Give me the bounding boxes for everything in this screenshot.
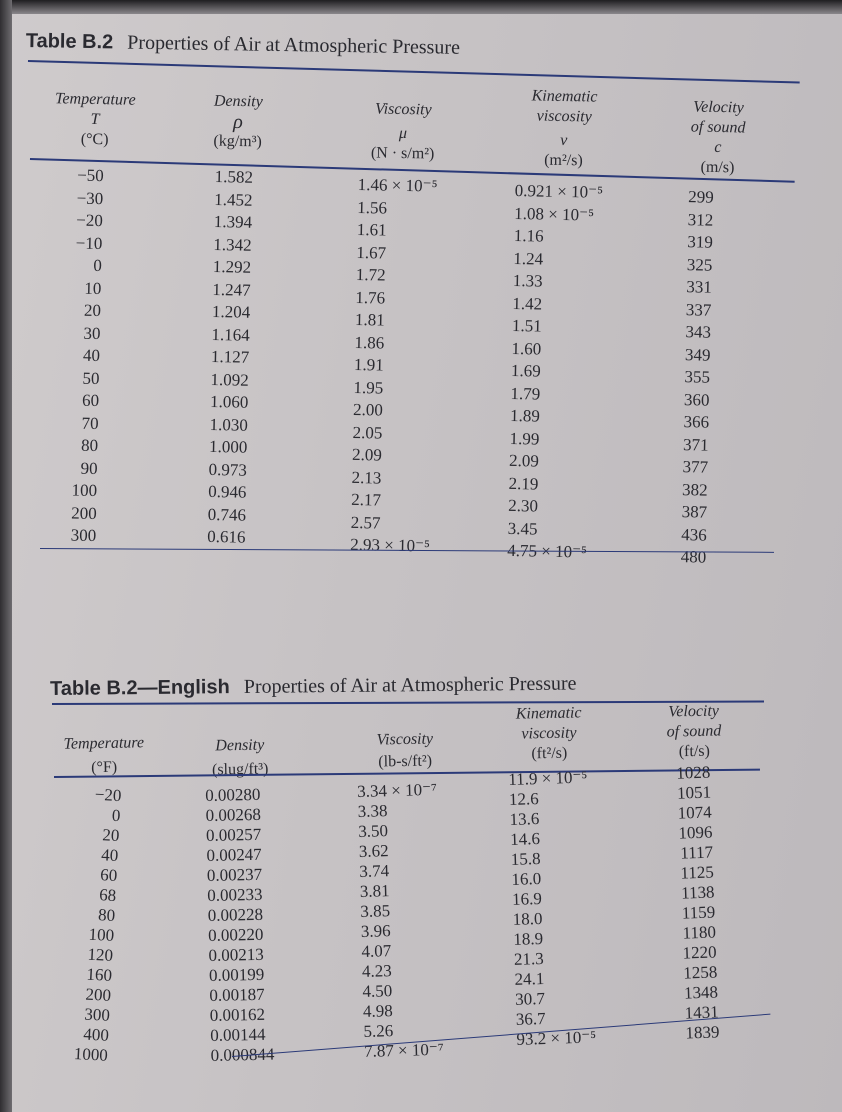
table2-cell-temperature: 200 [85,984,112,1005]
table1-cell-density: 1.247 [212,279,251,300]
table2-cell-temperature: 20 [101,825,120,846]
table1-cell-kinematic-viscosity: 1.99 [509,428,540,449]
table1-cell-viscosity: 1.67 [356,242,387,263]
table1-cell-density: 1.292 [212,256,252,277]
table1-cell-viscosity: 1.76 [355,287,386,308]
table2-cell-temperature: 1000 [73,1044,109,1065]
table2-cell-kinematic-viscosity: 30.7 [514,988,546,1009]
table1-cell-temperature: 70 [81,413,99,433]
table2-cell-kinematic-viscosity: 18.0 [512,908,543,929]
table2-cell-velocity-of-sound: 1138 [680,882,715,903]
table1-cell-viscosity: 2.17 [350,489,382,510]
table2-cell-density: 0.00187 [209,984,265,1005]
table1-cell-temperature: 90 [80,458,98,478]
table1-label: Table B.2 [25,30,114,54]
table2-cell-temperature: 400 [82,1024,110,1045]
table1-cell-density: 1.164 [211,324,250,345]
table1-cell-velocity-of-sound: 480 [680,547,707,567]
table1-cell-temperature: 30 [83,323,101,343]
table2-cell-velocity-of-sound: 1096 [678,822,713,843]
table2-cell-viscosity: 4.50 [362,981,393,1001]
table1-title-text: Properties of Air at Atmospheric Pressure [127,31,461,59]
table1-cell-viscosity: 1.86 [354,332,385,353]
table1-cell-temperature: −30 [76,188,104,208]
table1-cell-viscosity: 2.57 [350,512,381,533]
table2-cell-kinematic-viscosity: 14.6 [509,829,541,849]
table2-cell-temperature: 68 [98,885,117,906]
table2-cell-density: 0.000844 [210,1044,275,1065]
table2-cell-density: 0.00237 [206,864,263,885]
table2-cell-density: 0.00162 [209,1004,266,1025]
table2-cell-density: 0.00268 [205,804,262,825]
table1-cell-density: 1.342 [213,234,252,255]
table2-header-kinematic: Kinematic viscosity (ft²/s) [515,704,582,763]
table2-cell-density: 0.00247 [206,844,262,865]
table2-cell-viscosity: 3.85 [360,901,391,921]
table1-cell-velocity-of-sound: 319 [687,232,714,252]
table1-cell-density: 1.394 [213,211,253,232]
table1-cell-velocity-of-sound: 355 [684,367,711,387]
table2-cell-viscosity: 4.07 [361,941,392,961]
table1-cell-density: 1.092 [210,369,249,390]
table1-cell-velocity-of-sound: 382 [681,479,708,500]
table1-cell-density: 0.973 [208,459,248,480]
table1-cell-kinematic-viscosity: 1.51 [511,315,542,336]
table2-cell-temperature: 100 [88,924,115,945]
table1-cell-kinematic-viscosity: 2.09 [508,450,540,471]
table1-cell-viscosity: 1.95 [353,377,384,398]
page-left-edge [0,0,12,1112]
table1-cell-kinematic-viscosity: 0.921 × 10⁻⁵ [514,180,604,202]
table1-cell-temperature: −20 [76,210,104,231]
table1-top-rule [28,60,800,84]
table2-cell-velocity-of-sound: 1431 [684,1002,720,1023]
table2-cell-temperature: 40 [100,845,119,866]
table1-cell-viscosity: 1.61 [356,219,387,240]
table2-cell-kinematic-viscosity: 24.1 [514,968,545,989]
table2-cell-kinematic-viscosity: 11.9 × 10⁻⁵ [508,767,588,789]
table1-title [26,30,460,60]
table1-cell-kinematic-viscosity: 3.45 [507,518,538,539]
table1-cell-kinematic-viscosity: 1.79 [510,383,541,404]
table2-cell-viscosity: 3.74 [359,861,390,881]
table2-cell-kinematic-viscosity: 12.6 [508,789,539,809]
table1-cell-kinematic-viscosity: 1.89 [509,405,541,426]
table1-cell-viscosity: 2.13 [351,467,382,488]
table1-cell-kinematic-viscosity: 1.24 [513,248,544,269]
table2-cell-viscosity: 3.96 [360,921,391,941]
table1-cell-viscosity: 1.56 [357,197,388,218]
table2-cell-kinematic-viscosity: 93.2 × 10⁻⁵ [516,1027,597,1049]
table1-cell-density: 0.616 [207,526,246,547]
table2-column-temperature [65,784,122,1066]
table1-cell-kinematic-viscosity: 2.19 [508,473,539,494]
table2-cell-temperature: 160 [86,964,113,985]
table2-cell-temperature: −20 [94,784,122,806]
table2-cell-viscosity: 5.26 [363,1021,394,1041]
table1-column-temperature [42,164,104,548]
table2-cell-viscosity: 4.98 [362,1001,393,1021]
table1-cell-velocity-of-sound: 299 [688,187,714,207]
table1-cell-velocity-of-sound: 366 [683,412,710,432]
table1-cell-density: 0.946 [207,481,247,502]
table1-cell-velocity-of-sound: 387 [681,502,708,522]
table2-cell-velocity-of-sound: 1180 [682,922,717,943]
table2-cell-kinematic-viscosity: 36.7 [515,1008,546,1029]
table2-column-kinematic-viscosity [508,767,627,1050]
table1-cell-velocity-of-sound: 312 [687,209,714,230]
table2-header-temperature: Temperature (°F) [63,734,145,777]
table1-column-viscosity [350,174,478,559]
table2-cell-kinematic-viscosity: 18.9 [513,928,544,949]
table2-cell-density: 0.00144 [210,1024,266,1045]
table1-cell-kinematic-viscosity: 1.16 [513,225,544,246]
table2-cell-kinematic-viscosity: 15.8 [510,849,541,869]
table1-cell-kinematic-viscosity: 4.75 × 10⁻⁵ [507,540,588,562]
table1-header-sound: Velocity of sound c (m/s) [690,98,746,177]
table2-cell-velocity-of-sound: 1051 [676,782,712,803]
table2-cell-kinematic-viscosity: 21.3 [513,948,544,969]
table1-cell-kinematic-viscosity: 1.33 [512,270,543,291]
table2-cell-temperature: 60 [99,865,118,886]
table2-column-density [205,784,301,1066]
table1-header-temperature: Temperature T (°C) [54,90,136,149]
table1-cell-kinematic-viscosity: 2.30 [507,495,539,516]
table1-cell-kinematic-viscosity: 1.69 [510,360,541,381]
table2-cell-viscosity: 3.38 [357,801,388,821]
table2-cell-temperature: 300 [83,1004,111,1025]
table2-cell-velocity-of-sound: 1074 [677,802,713,823]
table1-cell-density: 1.030 [209,414,249,435]
table1-cell-temperature: 100 [71,480,98,501]
table2-title-text: Properties of Air at Atmospheric Pressure [243,672,577,698]
table2-header-sound: Velocity of sound (ft/s) [666,702,722,761]
table1-cell-temperature: −10 [75,233,103,253]
table2-column-viscosity [357,779,474,1062]
table2-cell-velocity-of-sound: 1028 [675,762,711,783]
table1-cell-temperature: 60 [81,390,100,411]
table1-column-kinematic-viscosity [507,180,635,565]
table2-label: Table B.2—English [50,676,230,700]
table2-cell-density: 0.00228 [207,904,264,925]
table2-cell-temperature: 0 [111,805,121,826]
table2-cell-temperature: 120 [87,944,114,965]
table1-header-density: Density ρ (kg/m³) [213,92,263,151]
table2-header-viscosity: Viscosity (lb-s/ft²) [376,730,434,771]
table1-cell-density: 0.746 [207,504,247,525]
table1-cell-temperature: 20 [83,300,102,321]
page-top-edge [0,0,842,14]
table1-cell-density: 1.204 [211,301,251,322]
table2-cell-velocity-of-sound: 1117 [680,842,714,863]
table2-cell-kinematic-viscosity: 16.9 [511,889,543,909]
table1-cell-density: 1.060 [209,391,249,412]
table1-cell-temperature: 300 [70,525,97,546]
table1-cell-temperature: 200 [71,503,97,523]
table1-column-density [207,166,295,550]
table2-cell-density: 0.00257 [205,824,262,845]
table1-cell-velocity-of-sound: 331 [686,277,713,297]
table1-cell-temperature: 80 [80,435,99,456]
table1-column-velocity-of-sound [672,186,714,569]
table1-cell-temperature: −50 [76,165,104,186]
table2-cell-viscosity: 4.23 [361,961,392,981]
table1-cell-velocity-of-sound: 343 [685,322,712,342]
table1-cell-kinematic-viscosity: 1.08 × 10⁻⁵ [514,203,595,225]
table2-cell-density: 0.00233 [207,884,263,905]
table1-cell-viscosity: 1.72 [355,264,386,285]
table1-cell-viscosity: 1.81 [354,309,385,330]
table1-cell-viscosity: 1.91 [353,354,384,375]
table2-cell-viscosity: 3.62 [358,841,389,861]
table1-cell-kinematic-viscosity: 1.42 [512,293,543,314]
table1-cell-viscosity: 2.05 [352,422,383,443]
table1-cell-viscosity: 2.00 [352,399,384,420]
table2-cell-density: 0.00280 [205,784,261,805]
table2-cell-viscosity: 3.50 [358,821,389,841]
table1-cell-velocity-of-sound: 436 [681,524,707,545]
table2-cell-viscosity: 7.87 × 10⁻⁷ [363,1039,445,1061]
table2-cell-density: 0.00199 [208,964,265,985]
table2-cell-kinematic-viscosity: 16.0 [511,869,542,889]
table2-cell-viscosity: 3.34 × 10⁻⁷ [357,779,438,801]
table2-cell-viscosity: 3.81 [359,881,390,901]
table1-cell-temperature: 50 [82,368,100,388]
table2-header-density: Density (slug/ft³) [211,736,269,779]
table2-cell-kinematic-viscosity: 13.6 [509,809,540,829]
table1-cell-velocity-of-sound: 325 [686,254,713,275]
table1-cell-density: 1.582 [214,166,254,187]
table1-cell-density: 1.452 [214,189,253,210]
table1-cell-temperature: 0 [93,255,103,276]
table1-cell-velocity-of-sound: 377 [682,457,709,477]
table2-cell-velocity-of-sound: 1348 [683,982,719,1003]
table2-cell-density: 0.00220 [207,924,264,945]
table1-header-kinematic: Kinematic viscosity ν (m²/s) [531,87,598,170]
table2-cell-velocity-of-sound: 1125 [680,862,715,883]
table1-header-viscosity: Viscosity μ (N · s/m²) [370,100,435,163]
table2-title [50,672,577,701]
table1-cell-temperature: 40 [82,345,101,366]
table1-cell-kinematic-viscosity: 1.60 [511,338,542,359]
table1-cell-viscosity: 2.93 × 10⁻⁵ [350,534,431,556]
table1-cell-viscosity: 2.09 [351,444,383,465]
table2-column-velocity-of-sound [668,763,720,1044]
table2-cell-velocity-of-sound: 1258 [682,962,718,983]
table1-cell-velocity-of-sound: 360 [683,389,710,410]
table1-cell-viscosity: 1.46 × 10⁻⁵ [357,174,438,196]
table2-cell-velocity-of-sound: 1220 [682,942,717,963]
table1-cell-velocity-of-sound: 349 [684,344,711,365]
table2-cell-velocity-of-sound: 1159 [681,902,716,923]
table1-cell-temperature: 10 [84,278,102,298]
table2-cell-density: 0.00213 [208,944,264,965]
table1-cell-density: 1.000 [208,436,248,457]
table1-cell-density: 1.127 [210,346,250,367]
table1-cell-velocity-of-sound: 371 [682,434,709,455]
table2-cell-temperature: 80 [97,905,116,926]
table2-cell-velocity-of-sound: 1839 [685,1022,720,1043]
table1-cell-velocity-of-sound: 337 [685,299,712,320]
